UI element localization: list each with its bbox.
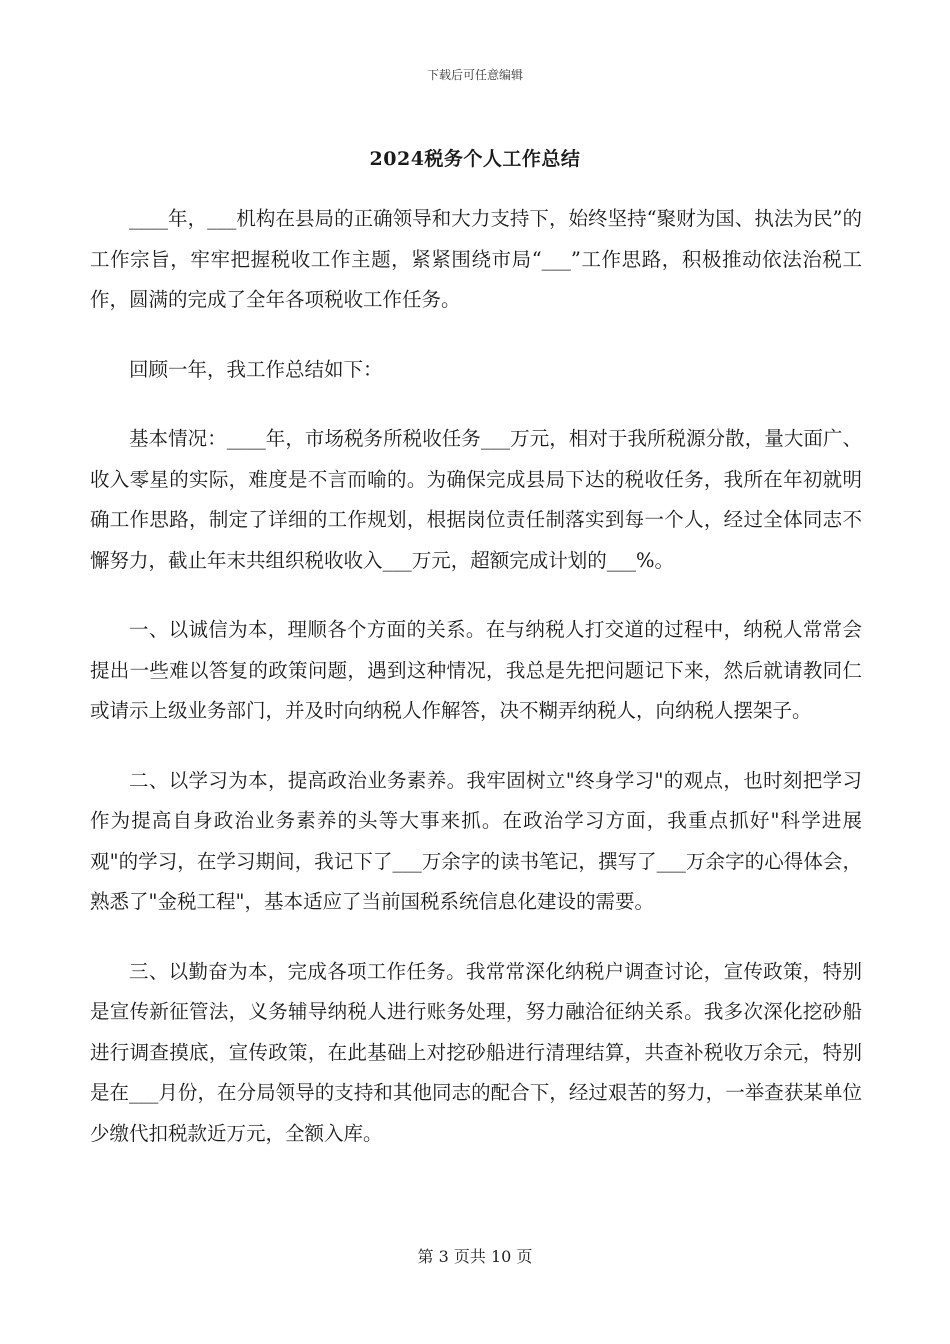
paragraph-intro: ____年，___机构在县局的正确领导和大力支持下，始终坚持“聚财为国、执法为民”的工作宗旨，牢牢把握税收工作主题，紧紧围绕市局“___”工作思路，积极推动依法治税工作，圆满的完成了全年各项税收工作任务。 [90,207,862,311]
document-title: 2024税务个人工作总结 [369,148,581,170]
paragraph-section-three: 三、以勤奋为本，完成各项工作任务。我常常深化纳税户调查讨论，宣传政策，特别是宣传新征管法，义务辅导纳税人进行账务处理，努力融洽征纳关系。我多次深化挖砂船进行调查摸底，宣传政策，在此基础上对挖砂船进行清理结算，共查补税收万余元，特别是在___月份，在分局领导的支持和其他同志的配合下，经过艰苦的努力，一举查获某单位少缴代扣税款近万元，全额入库。 [90,959,862,1145]
paragraph-review: 回顾一年，我工作总结如下： [129,357,383,381]
paragraph-section-two: 二、以学习为本，提高政治业务素养。我牢固树立"终身学习"的观点，也时刻把学习作为提高自身政治业务素养的头等大事来抓。在政治学习方面，我重点抓好"科学进展观"的学习，在学习期间，我记下了___万余字的读书笔记，撰写了___万余字的心得体会，熟悉了"金税工程"，基本适应了当前国税系统信息化建设的需要。 [90,768,862,913]
paragraph-basic-situation: 基本情况：____年，市场税务所税收任务___万元，相对于我所税源分散，量大面广、收入零星的实际，难度是不言而喻的。为确保完成县局下达的税收任务，我所在年初就明确工作思路，制定了详细的工作规划，根据岗位责任制落实到每一个人，经过全体同志不懈努力，截止年末共组织税收收入___万元，超额完成计划的___%。 [90,427,862,572]
paragraph-section-one: 一、以诚信为本，理顺各个方面的关系。在与纳税人打交道的过程中，纳税人常常会提出一些难以答复的政策问题，遇到这种情况，我总是先把问题记下来，然后就请教同仁或请示上级业务部门，并及时向纳税人作解答，决不糊弄纳税人，向纳税人摆架子。 [90,618,862,722]
page-number: 第 3 页共 10 页 [417,1247,533,1266]
document-body [90,199,862,1183]
header-note: 下载后可任意编辑 [426,68,523,82]
